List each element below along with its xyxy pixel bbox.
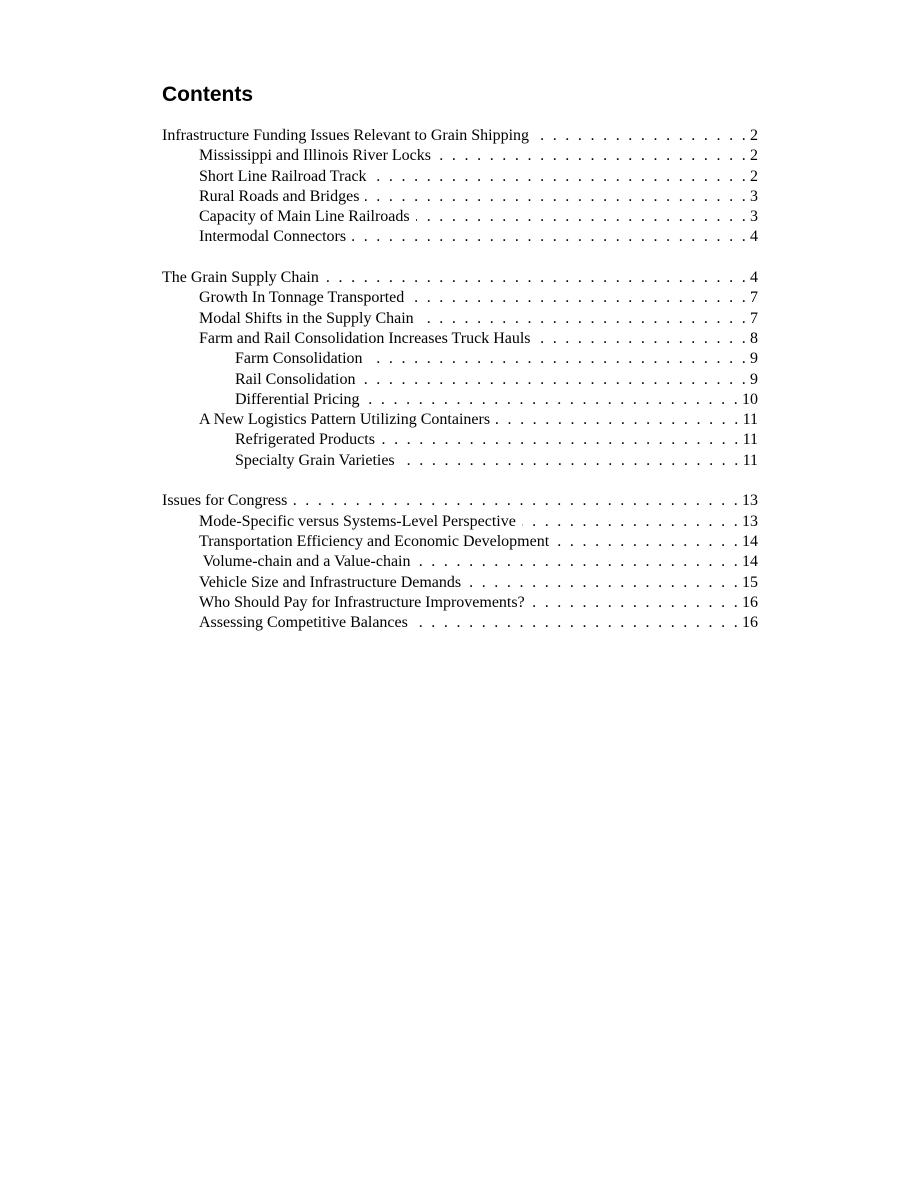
- toc-entry-growth-in-tonnage-transported[interactable]: [162, 288, 758, 308]
- dot-leader: [417, 552, 741, 572]
- toc-entry-title: The Grain Supply Chain: [162, 269, 319, 287]
- toc-entry-assessing-competitive-balances[interactable]: [162, 613, 758, 633]
- toc-entry-title: Mississippi and Illinois River Locks: [199, 147, 431, 165]
- toc-section: [162, 268, 758, 471]
- toc-entry-page-number: 16: [742, 614, 758, 632]
- dot-leader: [467, 573, 740, 593]
- toc-entry-title: Infrastructure Funding Issues Relevant to Grain Shipping: [162, 127, 530, 144]
- toc-entry-title: Refrigerated Products: [235, 431, 375, 449]
- dot-leader: [365, 187, 748, 207]
- toc-entry-differential-pricing[interactable]: [162, 390, 758, 410]
- toc-entry-title: Rail Consolidation: [235, 370, 356, 388]
- dot-leader: [410, 288, 748, 308]
- toc-entry-refrigerated-products[interactable]: [162, 430, 758, 450]
- dot-leader: [381, 430, 741, 450]
- toc-entry-mode-specific-versus-systems-level-perspective[interactable]: [162, 512, 758, 532]
- toc-entry-the-grain-supply-chain[interactable]: [162, 268, 758, 288]
- toc-entry-page-number: 3: [750, 208, 758, 226]
- toc-entry-page-number: 9: [750, 350, 758, 368]
- toc-entry-title: Short Line Railroad Track: [199, 167, 367, 185]
- contents-heading: Contents: [162, 83, 253, 106]
- toc-entry-page-number: 9: [750, 370, 758, 388]
- toc-entry-title: Growth In Tonnage Transported: [199, 289, 405, 307]
- toc-entry-intermodal-connectors[interactable]: [162, 227, 758, 247]
- toc-entry-page-number: 14: [742, 532, 758, 550]
- dot-leader: [361, 370, 748, 390]
- toc-entry-issues-for-congress[interactable]: [162, 491, 758, 511]
- toc-entry-title: Intermodal Connectors: [199, 228, 347, 246]
- toc-section: [162, 126, 758, 248]
- table-of-contents: [162, 126, 758, 633]
- dot-leader: [555, 532, 740, 552]
- toc-entry-title: Issues for Congress: [162, 492, 288, 510]
- toc-entry-who-should-pay-for-infrastructure-improvements[interactable]: [162, 593, 758, 613]
- toc-entry-title: Assessing Competitive Balances: [199, 614, 408, 632]
- toc-entry-title: Farm and Rail Consolidation Increases Truck Hauls: [199, 329, 531, 347]
- toc-entry-page-number: 7: [750, 289, 758, 307]
- toc-entry-title: Transportation Efficiency and Economic Development: [199, 532, 550, 550]
- dot-leader: [531, 593, 740, 613]
- toc-entry-page-number: 2: [750, 167, 758, 185]
- toc-entry-page-number: 2: [750, 127, 758, 144]
- toc-entry-a-new-logistics-pattern-utilizing-containers[interactable]: [162, 410, 758, 430]
- toc-entry-page-number: 11: [742, 451, 758, 469]
- toc-entry-transportation-efficiency-and-economic-development[interactable]: [162, 532, 758, 552]
- contents-page: [162, 80, 758, 654]
- toc-entry-page-number: 13: [742, 512, 758, 530]
- toc-entry-page-number: 13: [742, 492, 758, 510]
- toc-entry-modal-shifts-in-the-supply-chain[interactable]: [162, 309, 758, 329]
- toc-entry-page-number: 11: [742, 411, 758, 429]
- toc-entry-page-number: 4: [750, 269, 758, 287]
- toc-entry-page-number: 3: [750, 187, 758, 205]
- toc-entry-title: Who Should Pay for Infrastructure Improvements?: [199, 593, 525, 611]
- toc-entry-title: Rural Roads and Bridges: [199, 187, 360, 205]
- dot-leader: [537, 329, 748, 349]
- toc-entry-page-number: 10: [742, 390, 758, 408]
- toc-entry-title: Differential Pricing: [235, 390, 360, 408]
- toc-entry-title: Farm Consolidation: [235, 350, 363, 368]
- dot-leader: [496, 410, 741, 430]
- dot-leader: [366, 390, 740, 410]
- toc-entry-page-number: 7: [750, 309, 758, 327]
- toc-entry-vehicle-size-and-infrastructure-demands[interactable]: [162, 573, 758, 593]
- dot-leader: [369, 349, 748, 369]
- toc-entry-volume-chain-and-a-value-chain[interactable]: [162, 552, 758, 572]
- dot-leader: [420, 309, 748, 329]
- toc-entry-page-number: 4: [750, 228, 758, 246]
- dot-leader: [325, 268, 748, 288]
- toc-entry-rural-roads-and-bridges[interactable]: [162, 187, 758, 207]
- dot-leader: [352, 227, 748, 247]
- toc-entry-page-number: 2: [750, 147, 758, 165]
- dot-leader: [437, 146, 748, 166]
- toc-entry-page-number: 14: [742, 553, 758, 571]
- toc-entry-short-line-railroad-track[interactable]: [162, 167, 758, 187]
- toc-entry-infrastructure-funding-issues-relevant-to-grain-shipping[interactable]: [162, 126, 758, 146]
- dot-leader: [401, 451, 741, 471]
- dot-leader: [293, 491, 740, 511]
- dot-leader: [414, 613, 740, 633]
- toc-entry-title: Vehicle Size and Infrastructure Demands: [199, 573, 462, 591]
- dot-leader: [522, 512, 740, 532]
- toc-entry-title: A New Logistics Pattern Utilizing Containers: [199, 411, 491, 429]
- toc-entry-specialty-grain-varieties[interactable]: [162, 451, 758, 471]
- dot-leader: [535, 126, 748, 146]
- toc-entry-mississippi-and-illinois-river-locks[interactable]: [162, 146, 758, 166]
- toc-entry-title: Volume-chain and a Value-chain: [199, 553, 411, 571]
- dot-leader: [373, 167, 748, 187]
- toc-section: [162, 491, 758, 633]
- toc-entry-page-number: 16: [742, 593, 758, 611]
- toc-entry-title: Capacity of Main Line Railroads: [199, 208, 410, 226]
- toc-entry-page-number: 11: [742, 431, 758, 449]
- toc-entry-page-number: 15: [742, 573, 758, 591]
- toc-entry-title: Modal Shifts in the Supply Chain: [199, 309, 414, 327]
- toc-entry-capacity-of-main-line-railroads[interactable]: [162, 207, 758, 227]
- toc-entry-farm-and-rail-consolidation-increases-truck-hauls[interactable]: [162, 329, 758, 349]
- dot-leader: [416, 207, 748, 227]
- toc-entry-title: Mode-Specific versus Systems-Level Perspective: [199, 512, 516, 530]
- toc-entry-title: Specialty Grain Varieties: [235, 451, 395, 469]
- toc-entry-page-number: 8: [750, 329, 758, 347]
- toc-entry-farm-consolidation[interactable]: [162, 349, 758, 369]
- toc-entry-rail-consolidation[interactable]: [162, 370, 758, 390]
